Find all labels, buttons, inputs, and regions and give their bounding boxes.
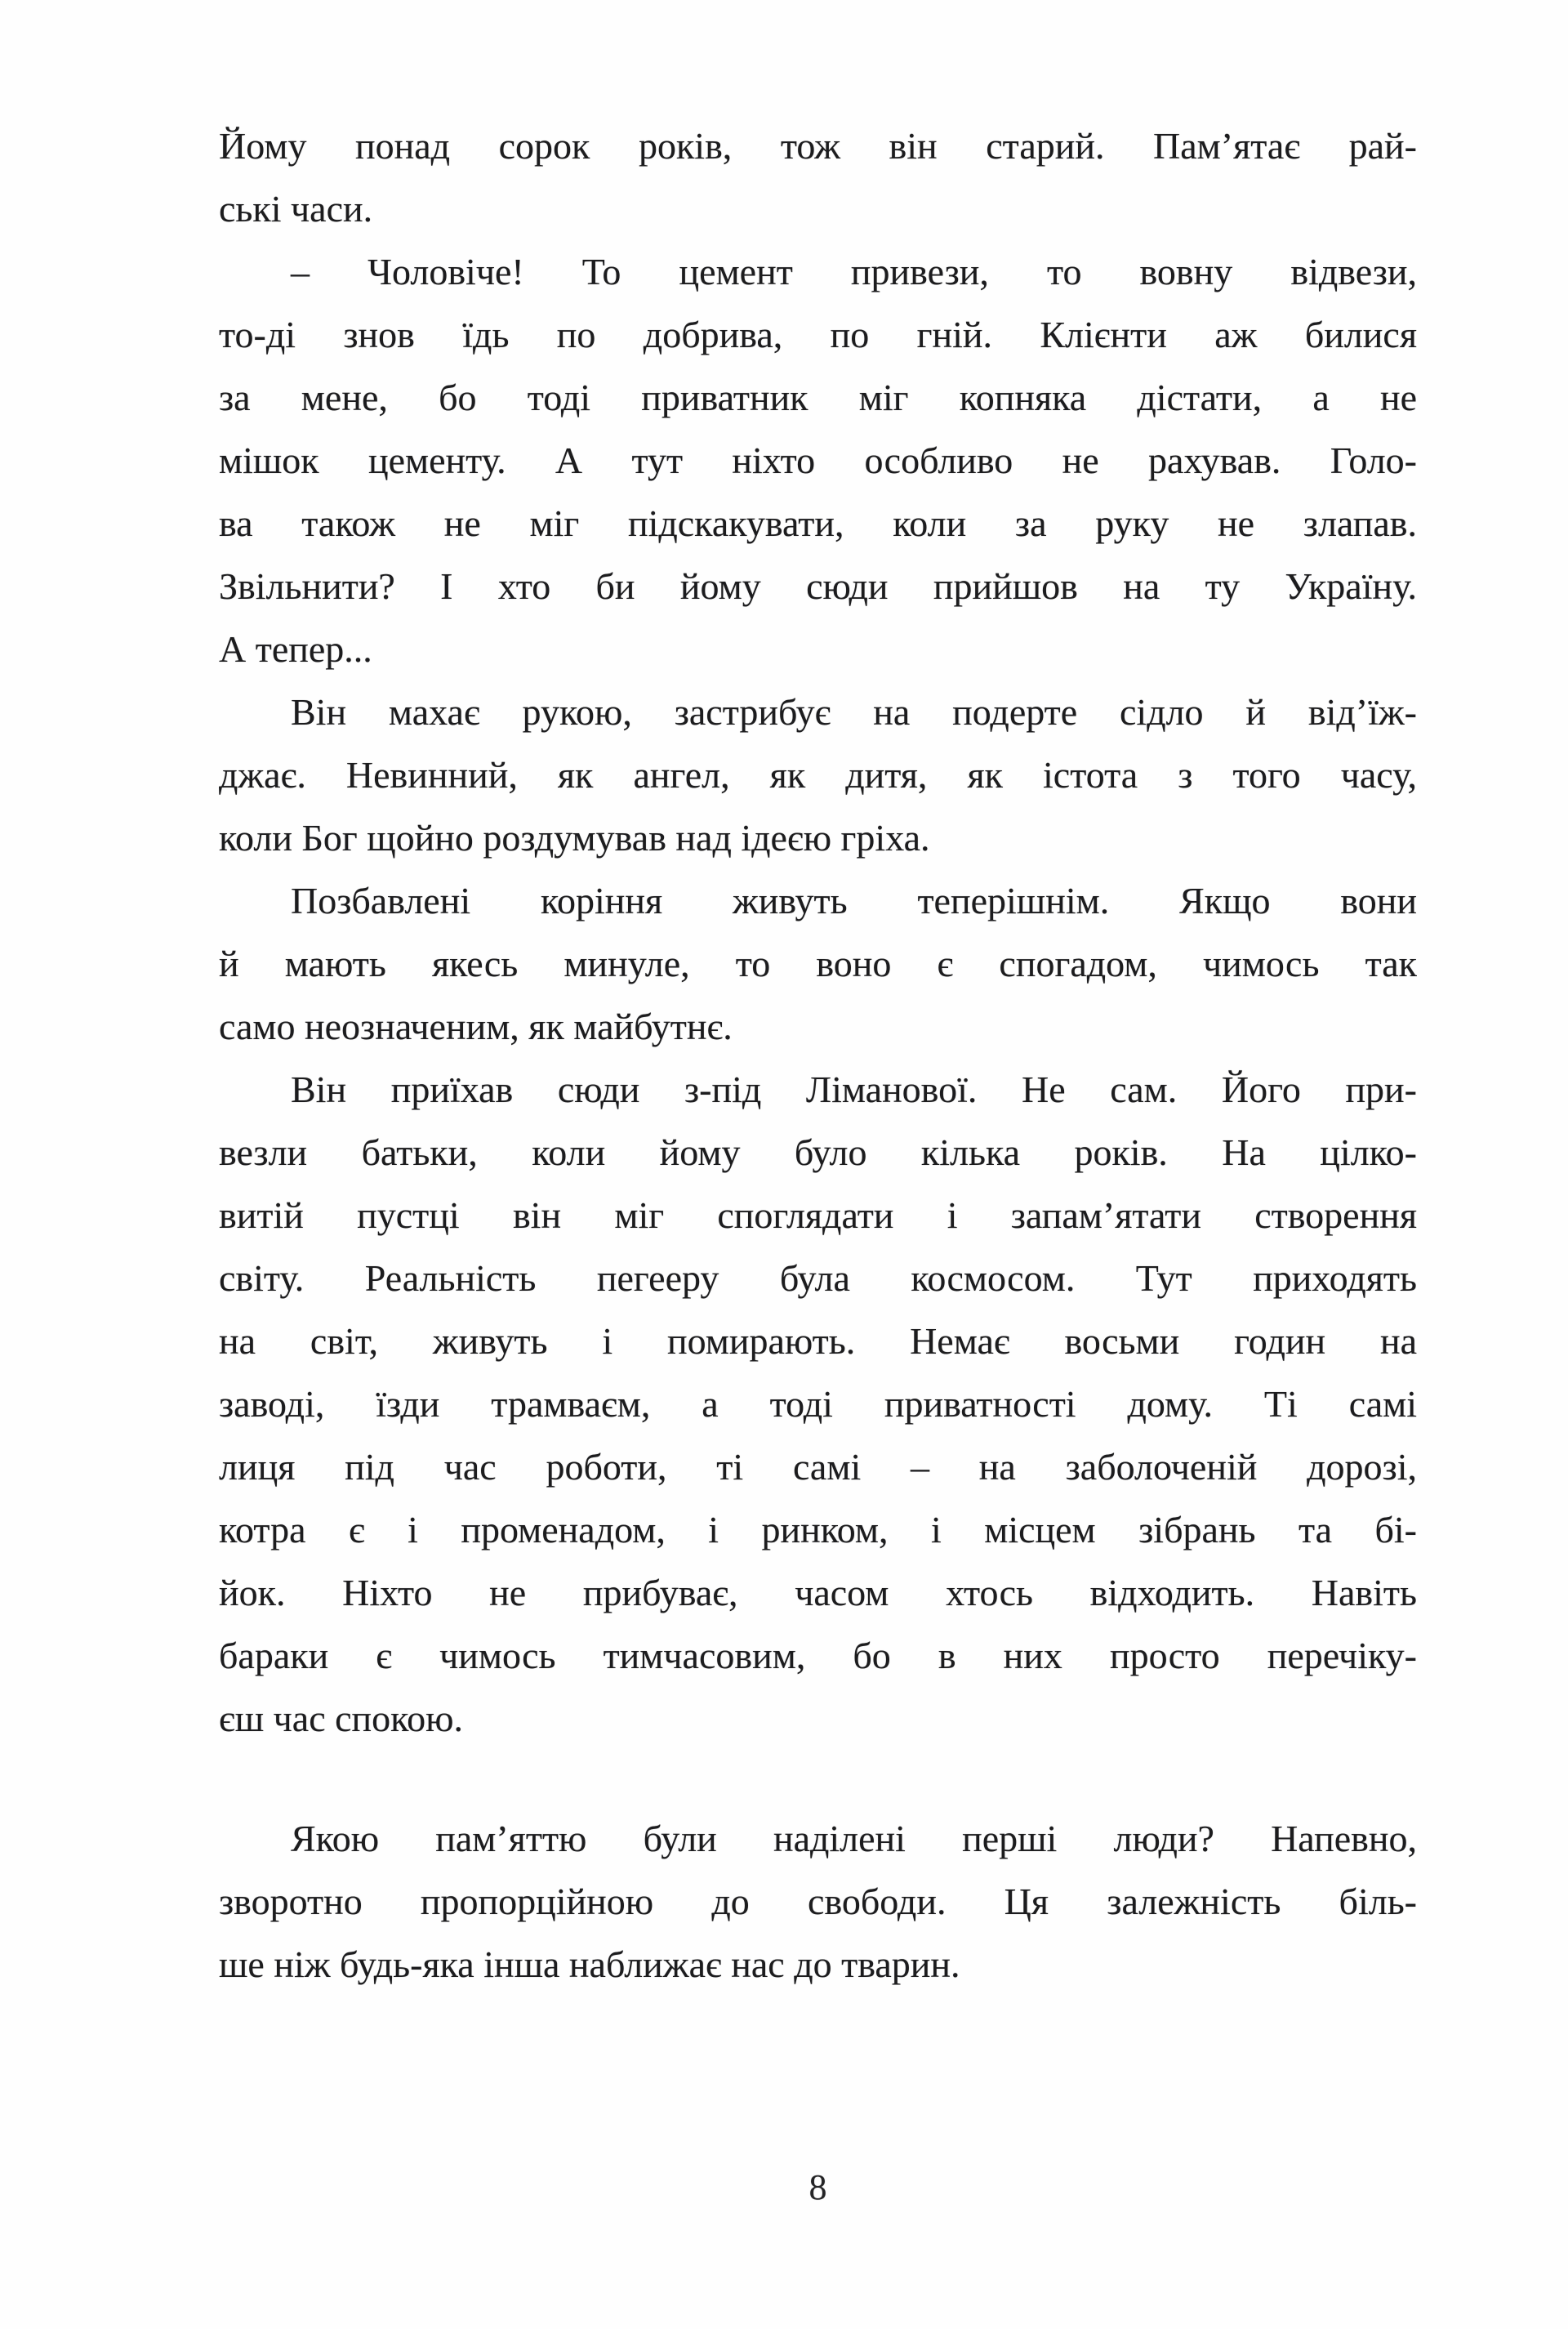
text-line: то-ді знов їдь по добрива, по гній. Клієнти аж билися (219, 314, 1417, 355)
text-line: Він приїхав сюди з-під Ліманової. Не сам. Його при- (291, 1069, 1417, 1110)
text-line: бараки є чимось тимчасовим, бо в них просто перечіку- (219, 1635, 1417, 1676)
text-line: й мають якесь минуле, то воно є спогадом, чимось так (219, 943, 1417, 984)
text-line: везли батьки, коли йому було кілька років. На цілко- (219, 1131, 1417, 1173)
text-line: мішок цементу. А тут ніхто особливо не рахував. Голо- (219, 439, 1417, 481)
text-line: ські часи. (219, 188, 373, 230)
page-number: 8 (808, 2167, 827, 2207)
paragraph (219, 1058, 1417, 1750)
text-line: ва також не міг підскакувати, коли за руку не злапав. (219, 502, 1417, 544)
text-line: котра є і променадом, і ринком, і місцем зібрань та бі- (219, 1509, 1417, 1550)
text-line: йок. Ніхто не прибуває, часом хтось відходить. Навіть (219, 1572, 1417, 1613)
text-line: ше ніж будь-яка інша наближає нас до тварин. (219, 1943, 960, 1985)
text-line: за мене, бо тоді приватник міг копняка дістати, а не (219, 377, 1417, 418)
paragraph (219, 114, 1417, 240)
paragraph (219, 680, 1417, 869)
paragraph (219, 869, 1417, 1058)
text-line: Якою пам’яттю були наділені перші люди? Напевно, (291, 1818, 1417, 1859)
text-line: – Чоловіче! То цемент привези, то вовну відвези, (291, 251, 1417, 292)
text-line: джає. Невинний, як ангел, як дитя, як істота з того часу, (219, 754, 1417, 796)
text-line: єш час спокою. (219, 1698, 464, 1739)
text-line: зворотно пропорційною до свободи. Ця залежність біль- (219, 1881, 1417, 1922)
text-line: А тепер... (219, 628, 372, 670)
text-block (219, 114, 1417, 1996)
text-line: світу. Реальність пегееру була космосом. Тут приходять (219, 1257, 1417, 1299)
text-line: витій пустці він міг споглядати і запам’ятати створення (219, 1194, 1417, 1236)
paragraph (219, 1807, 1417, 1996)
text-line: на світ, живуть і помирають. Немає восьми годин на (219, 1320, 1417, 1362)
text-line: Йому понад сорок років, тож він старий. Пам’ятає рай- (219, 125, 1417, 167)
text-line: заводі, їзди трамваєм, а тоді приватності дому. Ті самі (219, 1383, 1417, 1425)
text-line: коли Бог щойно роздумував над ідеєю гріха. (219, 817, 930, 859)
text-line: лиця під час роботи, ті самі – на заболоченій дорозі, (219, 1446, 1417, 1488)
text-line: Він махає рукою, застрибує на подерте сідло й від’їж- (291, 691, 1417, 733)
paragraph-dialogue (219, 240, 1417, 680)
text-line: Позбавлені коріння живуть теперішнім. Якщо вони (291, 880, 1417, 921)
text-line: само неозначеним, як майбутнє. (219, 1006, 733, 1047)
text-line: Звільнити? І хто би йому сюди прийшов на ту Україну. (219, 565, 1417, 607)
